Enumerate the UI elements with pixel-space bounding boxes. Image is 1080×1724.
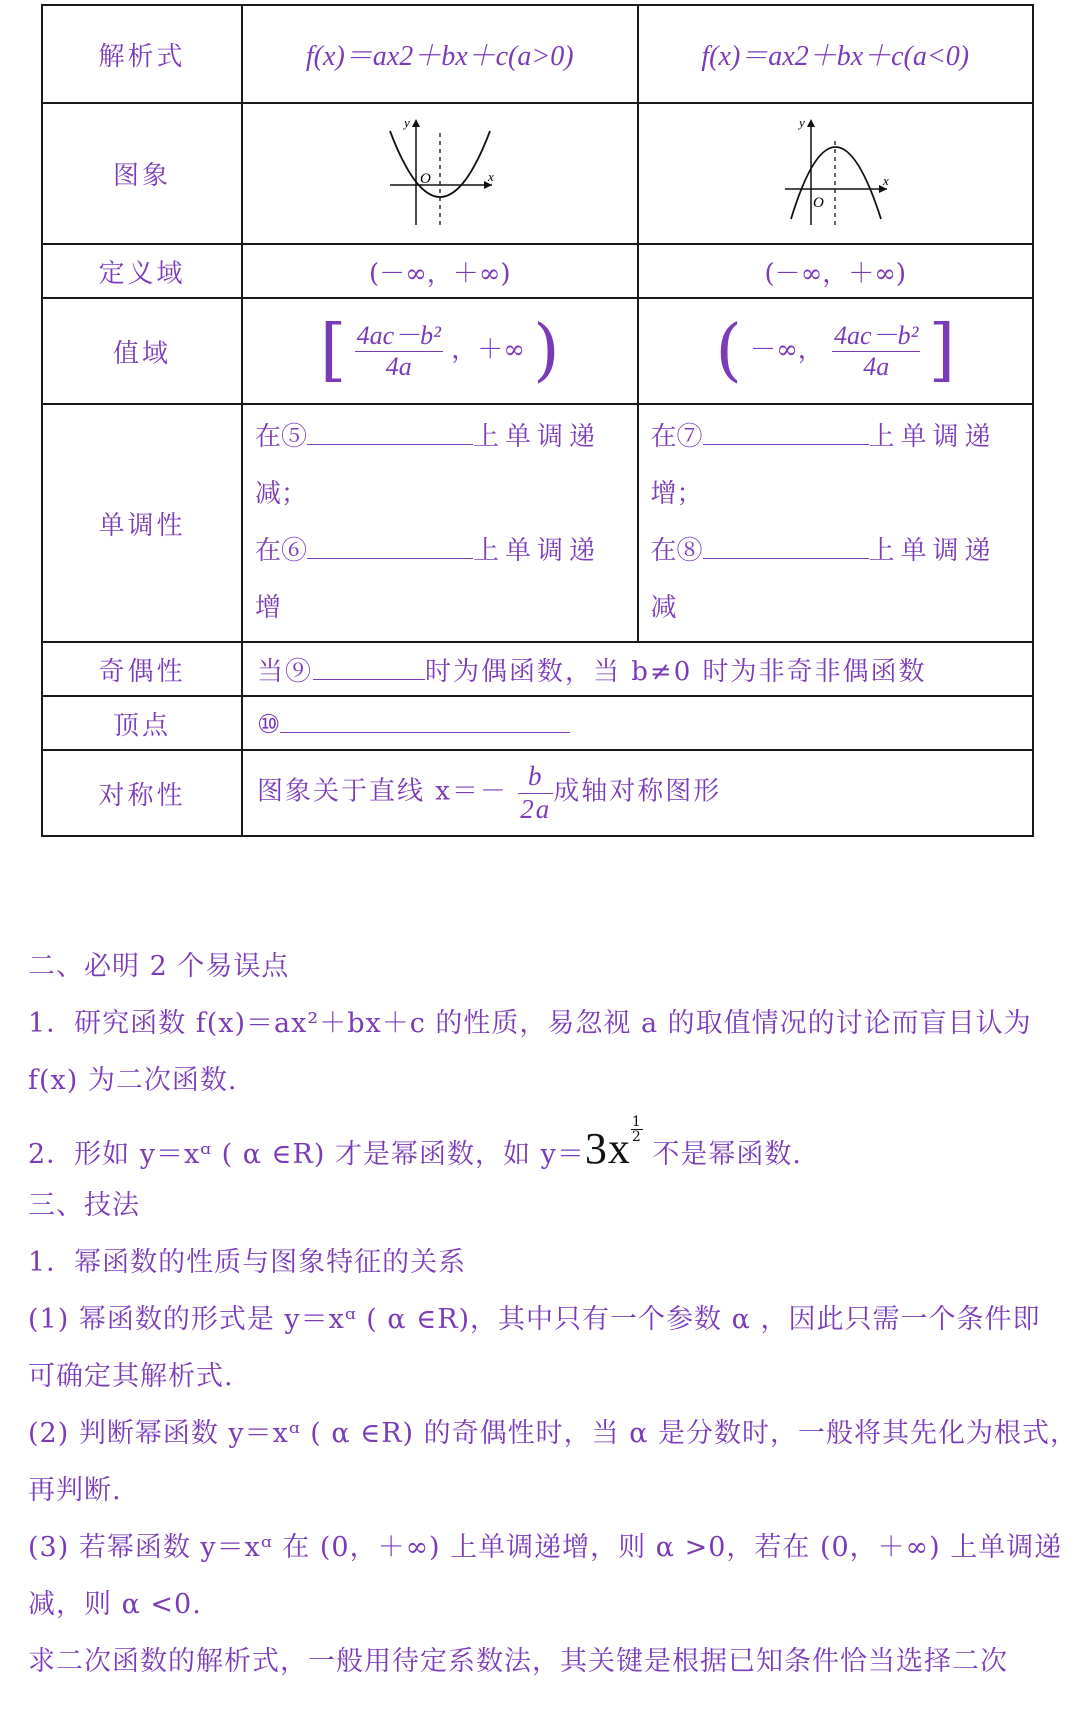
blank-8[interactable]: [703, 532, 869, 559]
row-label-graph: 图象: [42, 103, 242, 244]
mono-neg-line1: [651, 409, 1021, 466]
mono-pos-l3-post: 上单调递: [473, 536, 602, 566]
body-text: [28, 938, 1079, 1690]
range-positive: [242, 298, 638, 404]
parity-post: 时为偶函数，当 b≠0 时为非奇非偶函数: [425, 656, 927, 687]
range-frac-num-neg: 4ac－b²: [834, 320, 919, 350]
row-vertex: [42, 696, 1033, 750]
row-formula: [42, 5, 1033, 103]
range-fraction: [355, 321, 443, 382]
right-bracket-icon: ]: [928, 311, 956, 390]
graph-cell-positive: [242, 103, 638, 244]
section3-p3-line2: 减，则 α <0.: [28, 1589, 202, 1620]
monotonic-negative: [638, 404, 1034, 642]
section2-item2-expr: [585, 1124, 631, 1173]
row-label-monotonic: 单调性: [42, 404, 242, 642]
parity-cell: [242, 642, 1033, 696]
section3-item1: 1．幂函数的性质与图象特征的关系: [28, 1247, 467, 1278]
row-monotonic: [42, 404, 1033, 642]
vertex-cell: [242, 696, 1033, 750]
row-label-domain: 定义域: [42, 244, 242, 298]
range-negative: [638, 298, 1034, 404]
section3-p4-line1: 求二次函数的解析式，一般用待定系数法，其关键是根据已知条件恰当选择二次: [28, 1646, 1008, 1677]
section2-item2-pre: 2．形如 y＝xᵅ ( α ∈R) 才是幂函数，如 y＝: [28, 1139, 585, 1170]
symmetry-post: 成轴对称图形: [553, 777, 722, 807]
section2-item2-post: 不是幂函数.: [652, 1139, 802, 1170]
row-range: [42, 298, 1033, 404]
symmetry-frac-den: 2a: [520, 793, 552, 824]
section2-item1-line1: 1．研究函数 f(x)＝ax²＋bx＋c 的性质，易忽视 a 的取值情况的讨论而盲目认为: [28, 1008, 1032, 1039]
mono-neg-line2: 增；: [650, 479, 703, 509]
mono-neg-l3-post: 上单调递: [868, 536, 997, 566]
mono-pos-line3: [255, 523, 625, 580]
exp-den: 2: [631, 1129, 642, 1145]
big-expr-base: 3x: [584, 1124, 631, 1173]
blank-9[interactable]: [313, 653, 425, 680]
mono-pos-line1: [255, 409, 625, 466]
row-label-range: 值域: [42, 298, 242, 404]
range-frac-den: 4a: [385, 351, 412, 381]
graph-y-label-neg: y: [799, 115, 806, 130]
right-paren-icon: ): [533, 311, 560, 390]
properties-table: [41, 4, 1034, 837]
exponent-fraction: [631, 1115, 643, 1144]
row-graph: [42, 103, 1033, 244]
mono-neg-l1-post: 上单调递: [868, 422, 997, 452]
parabola-up-graph: [380, 113, 500, 227]
row-label-formula: 解析式: [42, 5, 242, 103]
formula-a-negative: f(x)＝ax2＋bx＋c(a<0): [638, 5, 1034, 103]
formula-a-positive: f(x)＝ax2＋bx＋c(a>0): [242, 5, 638, 103]
section3-p1-line2: 可确定其解析式.: [28, 1361, 234, 1392]
section3-p2-line2: 再判断.: [28, 1475, 122, 1506]
symmetry-cell: [242, 750, 1033, 836]
mono-pos-l1-pre: 在⑤: [255, 422, 308, 452]
row-domain: [42, 244, 1033, 298]
left-paren-icon: (: [715, 311, 742, 390]
symmetry-frac-num: b: [518, 761, 553, 793]
domain-positive: (－∞，＋∞): [242, 244, 638, 298]
blank-6[interactable]: [307, 532, 473, 559]
graph-cell-negative: [638, 103, 1034, 244]
section3-p2-line1: (2) 判断幂函数 y＝xᵅ ( α ∈R) 的奇偶性时，当 α 是分数时，一般将其先化为根式，: [28, 1418, 1079, 1449]
symmetry-pre: 图象关于直线 x＝－: [257, 777, 508, 807]
parabola-down-graph: [775, 113, 895, 227]
parity-pre: 当⑨: [257, 656, 314, 687]
domain-negative: (－∞，＋∞): [638, 244, 1034, 298]
left-bracket-icon: [: [319, 311, 347, 390]
mono-pos-l1-post: 上单调递: [473, 422, 602, 452]
graph-x-label: x: [487, 169, 494, 184]
row-label-parity: 奇偶性: [42, 642, 242, 696]
symmetry-fraction: [518, 761, 553, 824]
section2-item1-line2: f(x) 为二次函数.: [28, 1065, 238, 1096]
graph-origin-label: O: [419, 171, 431, 187]
exp-num: 1: [631, 1114, 642, 1130]
blank-7[interactable]: [703, 418, 869, 445]
mono-neg-l3-pre: 在⑧: [650, 536, 703, 566]
row-symmetry: [42, 750, 1033, 836]
range-plus-inf: ，＋∞: [451, 335, 525, 365]
range-fraction-neg: [832, 321, 920, 382]
range-frac-den-neg: 4a: [863, 351, 890, 381]
mono-neg-line4: 减: [650, 593, 677, 623]
row-label-vertex: 顶点: [42, 696, 242, 750]
range-minus-inf: －∞，: [750, 335, 824, 365]
vertex-marker: ⑩: [257, 710, 281, 740]
row-label-symmetry: 对称性: [42, 750, 242, 836]
mono-pos-line2: 减；: [255, 479, 308, 509]
mono-pos-l3-pre: 在⑥: [255, 536, 308, 566]
section3-p3-line1: (3) 若幂函数 y＝xᵅ 在 (0，＋∞) 上单调递增，则 α >0，若在 (0，＋∞) 上单调递: [28, 1532, 1063, 1563]
blank-5[interactable]: [307, 418, 473, 445]
row-parity: [42, 642, 1033, 696]
graph-y-label: y: [403, 115, 410, 130]
mono-pos-line4: 增: [255, 593, 282, 623]
section3-p1-line1: (1) 幂函数的形式是 y＝xᵅ ( α ∈R)，其中只有一个参数 α ，因此只需一个条件即: [28, 1304, 1041, 1335]
range-frac-num: 4ac－b²: [356, 320, 441, 350]
graph-x-label-neg: x: [883, 173, 890, 188]
mono-neg-l1-pre: 在⑦: [650, 422, 703, 452]
blank-10[interactable]: [280, 706, 570, 733]
section3-heading: 三、技法: [28, 1190, 140, 1221]
graph-origin-label-neg: O: [813, 195, 825, 211]
mono-neg-line3: [651, 523, 1021, 580]
section2-heading: 二、必明 2 个易误点: [28, 951, 290, 982]
monotonic-positive: [242, 404, 638, 642]
